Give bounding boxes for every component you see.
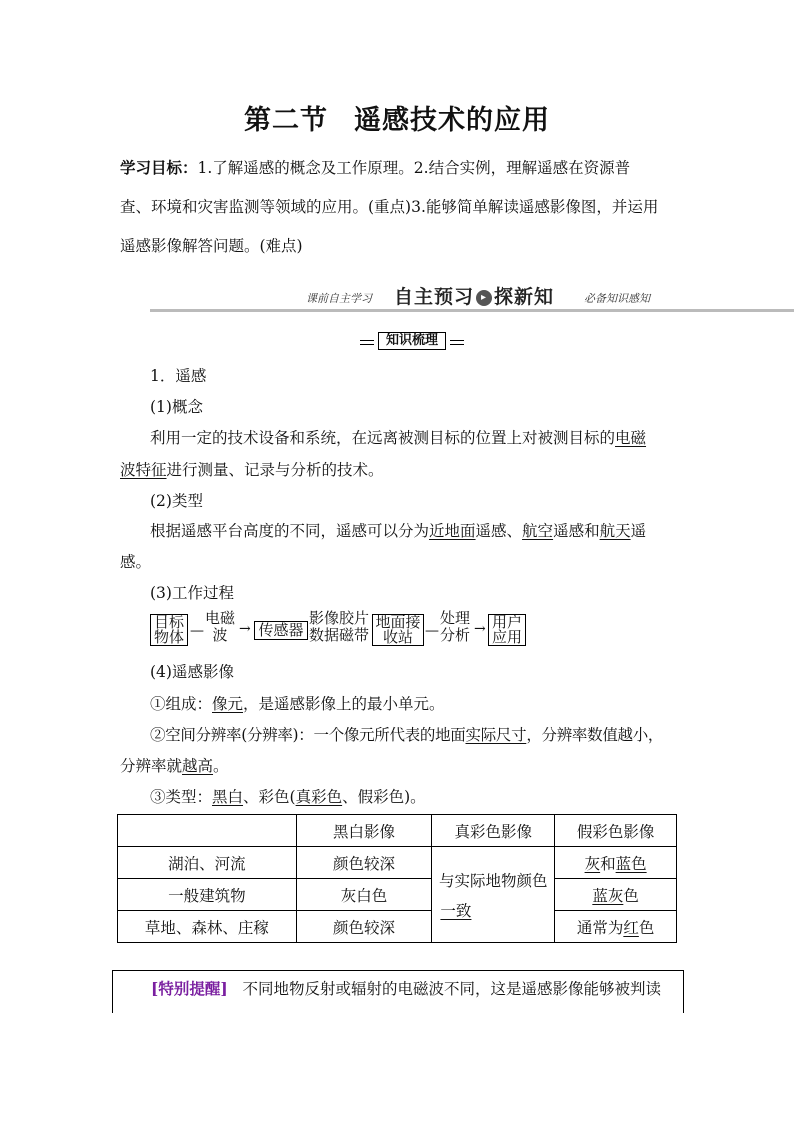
- image-resolution-cont: 分辨率就越高。: [120, 757, 229, 775]
- arrow-icon: ▸: [476, 290, 492, 306]
- flow-data: 影像胶片 数据磁带: [308, 609, 369, 644]
- image-resolution: ②空间分辨率(分辨率)：一个像元所代表的地面实际尺寸，分辨率数值越小，: [150, 726, 664, 744]
- types-heading: (2)类型: [150, 492, 203, 510]
- image-heading: (4)遥感影像: [150, 663, 234, 681]
- table-row: 草地、森林、庄稼 颜色较深 通常为红色: [118, 911, 677, 943]
- knowledge-heading: 知识梳理: [360, 332, 464, 350]
- table-header-row: 黑白影像 真彩色影像 假彩色影像: [118, 815, 677, 847]
- image-comparison-table: [117, 814, 677, 943]
- process-flow: 目标 物体 — 电磁 波 → 传感器 影像胶片 数据磁带 地面接 收站 — 处理 分析 → 用户 应用: [150, 611, 530, 651]
- types-text: 根据遥感平台高度的不同，遥感可以分为近地面遥感、航空遥感和航天遥: [150, 522, 647, 540]
- image-composition: ①组成：像元，是遥感影像上的最小单元。: [150, 695, 445, 713]
- section-1-heading: 1．遥感: [150, 367, 207, 385]
- table-row: 湖泊、河流 颜色较深 与实际地物颜色 一致 灰和蓝色: [118, 847, 677, 879]
- learning-goals: 学习目标：1.了解遥感的概念及工作原理。2.结合实例，理解遥感在资源普 查、环境和灾害监测等领域的应用。(重点)3.能够简单解读遥感影像图，并运用 遥感影像解答问题。(难点): [120, 158, 659, 255]
- section-banner: 课前自主学习 自主预习 ▸ 探新知 必备知识感知: [150, 282, 794, 312]
- flow-sensor: 传感器: [254, 621, 308, 640]
- flow-em-wave: 电磁 波: [204, 609, 235, 644]
- special-note: [特别提醒] 不同地物反射或辐射的电磁波不同，这是遥感影像能够被判读: [112, 970, 684, 1013]
- concept-text-cont: 波特征进行测量、记录与分析的技术。: [120, 461, 384, 479]
- types-text-cont: 感。: [120, 553, 152, 571]
- image-types: ③类型：黑白、彩色(真彩色、假彩色)。: [150, 788, 426, 806]
- true-color-cell: 与实际地物颜色 一致: [432, 847, 555, 943]
- table-row: 一般建筑物 灰白色 蓝灰色: [118, 879, 677, 911]
- concept-text: 利用一定的技术设备和系统，在远离被测目标的位置上对被测目标的电磁: [150, 429, 647, 447]
- process-heading: (3)工作过程: [150, 584, 234, 602]
- flow-process: 处理 分析: [439, 609, 470, 644]
- flow-target: 目标 物体: [150, 614, 188, 646]
- concept-heading: (1)概念: [150, 398, 203, 416]
- flow-user: 用户 应用: [488, 614, 526, 646]
- page-title: 第二节 遥感技术的应用: [244, 105, 550, 136]
- flow-station: 地面接 收站: [372, 614, 424, 646]
